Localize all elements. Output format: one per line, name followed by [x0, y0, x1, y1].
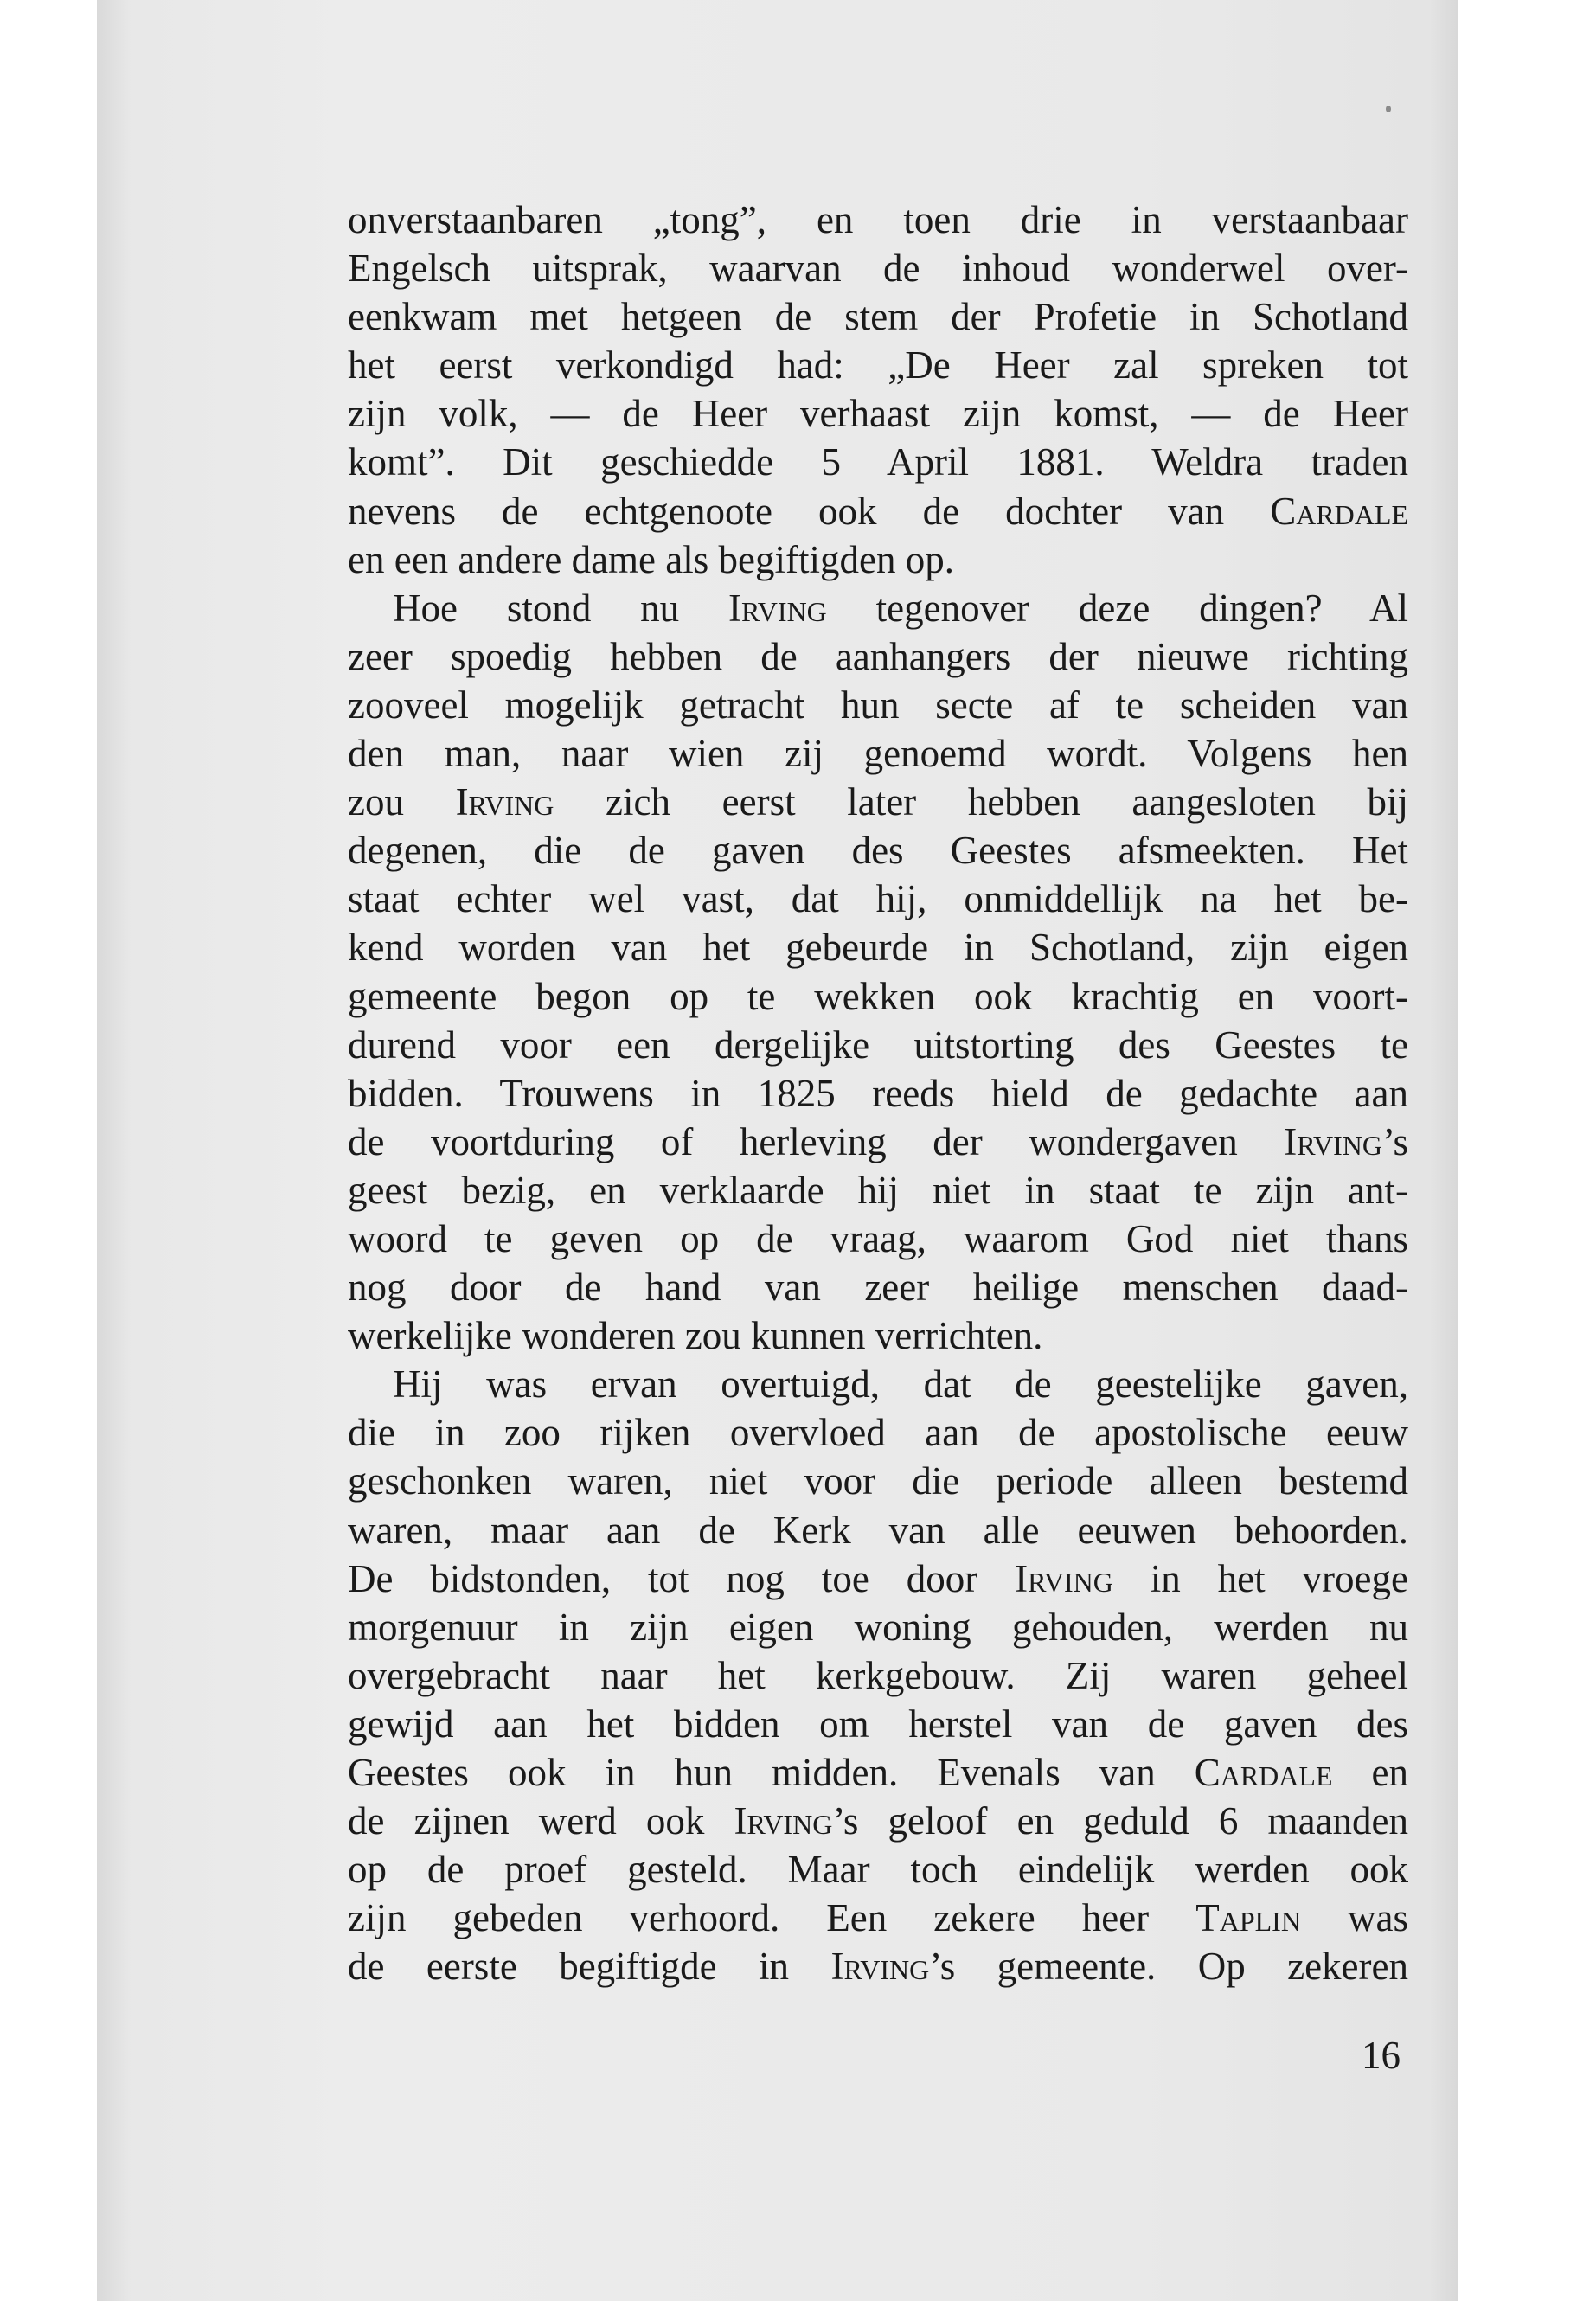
text-line-15: staat echter wel vast, dat hij, onmiddellijk na het be- — [348, 877, 1408, 921]
text-line-37: de eerste begiftigde in Irving’s gemeente. Op zekeren — [348, 1945, 1408, 1989]
text-line-10: zeer spoedig hebben de aanhangers der nieuwe richting — [348, 634, 1408, 678]
text-line-13: zou Irving zich eerst later hebben aangesloten bij — [348, 780, 1408, 824]
text-line-20: de voortduring of herleving der wondergaven Irving’s — [348, 1119, 1408, 1163]
text-line-11: zooveel mogelijk getracht hun secte af te scheiden van — [348, 683, 1408, 727]
text-line-36: zijn gebeden verhoord. Een zekere heer Taplin was — [348, 1896, 1408, 1940]
text-line-29: De bidstonden, tot nog toe door Irving in het vroege — [348, 1556, 1408, 1600]
text-line-34: de zijnen werd ook Irving’s geloof en geduld 6 maanden — [348, 1799, 1408, 1843]
text-line-18: durend voor een dergelijke uitstorting des Geestes te — [348, 1022, 1408, 1067]
text-line-30: morgenuur in zijn eigen woning gehouden, werden nu — [348, 1605, 1408, 1649]
text-line-9: Hoe stond nu Irving tegenover deze dingen? Al — [393, 586, 1408, 630]
text-line-26: die in zoo rijken overvloed aan de apostolische eeuw — [348, 1411, 1408, 1455]
text-line-21: geest bezig, en verklaarde hij niet in staat te zijn ant- — [348, 1168, 1408, 1212]
text-line-12: den man, naar wien zij genoemd wordt. Volgens hen — [348, 732, 1408, 776]
text-line-35: op de proef gesteld. Maar toch eindelijk werden ook — [348, 1848, 1408, 1892]
text-line-24: werkelijke wonderen zou kunnen verrichten. — [348, 1314, 1043, 1358]
text-line-17: gemeente begon op te wekken ook krachtig en voort- — [348, 974, 1408, 1018]
text-line-7: nevens de echtgenoote ook de dochter van Cardale — [348, 489, 1408, 533]
text-line-23: nog door de hand van zeer heilige menschen daad- — [348, 1266, 1408, 1310]
text-line-3: eenkwam met hetgeen de stem der Profetie in Schotland — [348, 295, 1408, 339]
text-line-22: woord te geven op de vraag, waarom God niet thans — [348, 1216, 1408, 1260]
text-line-2: Engelsch uitsprak, waarvan de inhoud wonderwel over- — [348, 247, 1408, 291]
text-line-32: gewijd aan het bidden om herstel van de gaven des — [348, 1702, 1408, 1746]
left-scan-margin — [0, 0, 97, 2301]
text-line-28: waren, maar aan de Kerk van alle eeuwen behoorden. — [348, 1508, 1408, 1552]
text-line-14: degenen, die de gaven des Geestes afsmeekten. Het — [348, 829, 1408, 873]
text-line-1: onverstaanbaren „tong”, en toen drie in verstaanbaar — [348, 198, 1408, 241]
text-line-19: bidden. Trouwens in 1825 reeds hield de gedachte aan — [348, 1071, 1408, 1115]
text-line-6: komt”. Dit geschiedde 5 April 1881. Weldra traden — [348, 440, 1408, 484]
page-number: 16 — [1362, 2034, 1401, 2077]
text-line-4: het eerst verkondigd had: „De Heer zal spreken tot — [348, 343, 1408, 388]
text-line-31: overgebracht naar het kerkgebouw. Zij waren geheel — [348, 1653, 1408, 1697]
scan-speck — [1386, 106, 1391, 112]
text-line-25: Hij was ervan overtuigd, dat de geestelijke gaven, — [393, 1362, 1408, 1407]
text-line-33: Geestes ook in hun midden. Evenals van Cardale en — [348, 1751, 1408, 1794]
text-line-8: en een andere dame als begiftigden op. — [348, 537, 954, 581]
body-text — [348, 195, 1408, 1990]
right-scan-margin — [1458, 0, 1596, 2301]
text-line-5: zijn volk, — de Heer verhaast zijn komst, — de Heer — [348, 392, 1408, 436]
text-line-16: kend worden van het gebeurde in Schotland, zijn eigen — [348, 926, 1408, 970]
text-line-27: geschonken waren, niet voor die periode alleen bestemd — [348, 1459, 1408, 1503]
